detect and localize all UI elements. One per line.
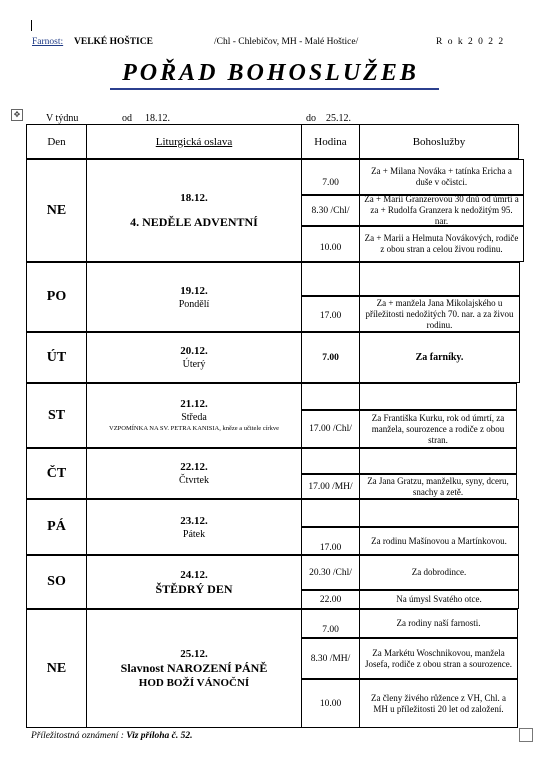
service-time-text: 7.00 [322,625,339,635]
celebration-cell [86,609,302,728]
day-cell [26,555,87,609]
service-intention [359,159,524,195]
day-cell [26,448,87,499]
celebration-name: 4. NEDĚLE ADVENTNÍ [130,215,258,229]
parish-label: Farnost: [32,37,64,47]
service-intention-text: Za + manžela Jana Mikolajského u příležitosti nedožitých 70. nar. a za živou rodinu. [365,297,514,330]
celebration-name: Pátek [182,528,206,540]
celebration-cell [86,159,302,262]
celebration-date: 18.12. [180,192,208,204]
header-hour: Hodina [301,124,360,159]
week-from-date: 18.12. [145,113,170,124]
service-time [301,679,360,728]
day-cell [26,609,87,728]
day-cell [26,262,87,332]
service-intention [359,555,519,590]
parish-name: VELKÉ HOŠTICE [74,37,153,47]
service-time-text: 7.00 [322,178,339,188]
header-day: Den [26,124,87,159]
service-time-text: 20.30 /Chl/ [309,567,352,578]
day-abbrev: NE [46,202,67,218]
parish-places: /Chl - Chlebičov, MH - Malé Hoštice/ [214,37,359,47]
service-time [301,590,360,609]
service-intention [359,262,520,296]
service-intention [359,410,517,448]
service-intention-text: Za Markétu Woschnikovou, manžela Josefa, rodiče z obou stran a sourozence. [365,647,512,669]
footer-value: Viz příloha č. 52. [126,731,193,741]
day-abbrev: PÁ [47,519,66,534]
celebration-date: 24.12. [180,568,208,581]
page-title: POŘAD BOHOSLUŽEB [122,60,419,86]
service-intention-text: Na úmysl Svatého otce. [396,594,482,604]
celebration-name: Pondělí [178,298,210,310]
header-celebration: Liturgická oslava [86,124,302,159]
week-label: V týdnu [46,113,79,124]
service-intention [359,609,518,638]
celebration-cell [86,555,302,609]
service-intention-text: Za dobrodince. [411,567,467,577]
service-intention-text: Za Jana Gratzu, manželku, syny, dceru, snachy a zetě. [367,475,509,497]
service-time [301,527,360,555]
day-cell [26,159,87,262]
service-intention-text: Za rodiny naší farnosti. [396,618,481,628]
service-intention [359,383,517,410]
celebration-cell [86,383,302,448]
service-time-text: 17.00 /Chl/ [309,424,352,434]
service-time [301,474,360,499]
celebration-note: VZPOMÍNKA NA SV. PETRA KANISIA, kněze a učitele církve [109,425,279,432]
service-intention-text: Za rodinu Mašínovou a Martínkovou. [371,535,507,546]
footer-announcement [31,731,193,741]
service-time [301,226,360,262]
celebration-date: 23.12. [180,514,208,527]
service-time-text: 22.00 [319,594,342,605]
day-abbrev: ČT [46,465,67,481]
service-time-text: 17.00 [319,543,342,553]
service-intention-text: Za členy živého růžence z VH, Chl. a MH u příležitosti 20 let od založení. [370,692,507,714]
service-time [301,262,360,296]
year: R o k 2 0 2 2 [436,37,505,47]
week-from-label: od [122,113,132,124]
service-intention [359,499,519,527]
text-cursor [31,20,32,31]
service-intention [359,590,519,609]
service-intention-text: Za Františka Kurku, rok od úmrtí, za manžela, sourozence a rodiče z obou stran. [371,412,505,445]
service-time-text: 17.00 [319,311,342,321]
service-time-text: 8.30 /Chl/ [311,205,350,216]
celebration-cell [86,332,302,383]
celebration-name: Čtvrtek [179,475,209,486]
service-time-text: 17.00 /MH/ [308,481,353,492]
celebration-name: Slavnost NAROZENÍ PÁNĚ [120,661,268,675]
celebration-date: 21.12. [180,398,208,410]
day-cell [26,383,87,448]
service-intention [359,226,524,262]
service-intention [359,527,519,555]
day-cell [26,332,87,383]
service-time [301,499,360,527]
service-intention-text: Za + Marii Granzerovou 30 dnů od úmrtí a za + Rudolfa Granzera k nedožitým 95. nar. [364,194,519,226]
celebration-date: 25.12. [180,648,208,660]
service-time [301,195,360,226]
service-time [301,383,360,410]
service-intention [359,679,518,728]
celebration-subtitle: HOD BOŽÍ VÁNOČNÍ [138,677,250,689]
day-abbrev: SO [47,574,66,589]
service-intention [359,448,517,474]
service-time [301,448,360,474]
service-time-text: 7.00 [322,352,339,363]
service-time [301,159,360,195]
day-abbrev: NE [46,660,67,676]
service-time-text: 10.00 [319,243,342,253]
service-time [301,555,360,590]
resize-handle[interactable] [519,728,533,742]
service-time-text: 8.30 /MH/ [310,653,351,664]
celebration-date: 20.12. [180,345,208,357]
service-time [301,638,360,679]
service-intention [359,474,517,499]
service-intention [359,195,524,226]
title-underline [110,88,439,90]
footer-label: Příležitostná oznámení : [31,731,124,741]
celebration-name: Úterý [182,359,206,370]
service-time [301,410,360,448]
service-intention [359,296,520,332]
day-abbrev: PO [46,289,67,304]
celebration-cell [86,262,302,332]
service-intention-text: Za + Marii a Helmuta Novákových, rodiče z obou stran a celou živou rodinu. [364,233,519,254]
service-intention-text: Za + Milana Nováka + tatínka Ericha a duše v očistci. [371,166,512,187]
service-intention [359,638,518,679]
day-abbrev: ST [47,407,66,423]
week-to-date: 25.12. [326,113,351,124]
celebration-cell [86,499,302,555]
service-time [301,609,360,638]
header-services: Bohoslužby [359,124,519,159]
celebration-name: Středa [181,412,207,423]
service-time-text: 10.00 [319,698,342,709]
move-handle-icon[interactable]: ✥ [11,109,23,121]
week-to-label: do [306,113,316,124]
celebration-date: 19.12. [180,284,208,297]
day-abbrev: ÚT [46,349,67,365]
service-intention [359,332,520,383]
service-time [301,296,360,332]
service-intention-text: Za farníky. [415,352,464,363]
celebration-name: ŠTĚDRÝ DEN [155,581,233,596]
celebration-date: 22.12. [180,461,208,473]
day-cell [26,499,87,555]
celebration-cell [86,448,302,499]
service-time [301,332,360,383]
